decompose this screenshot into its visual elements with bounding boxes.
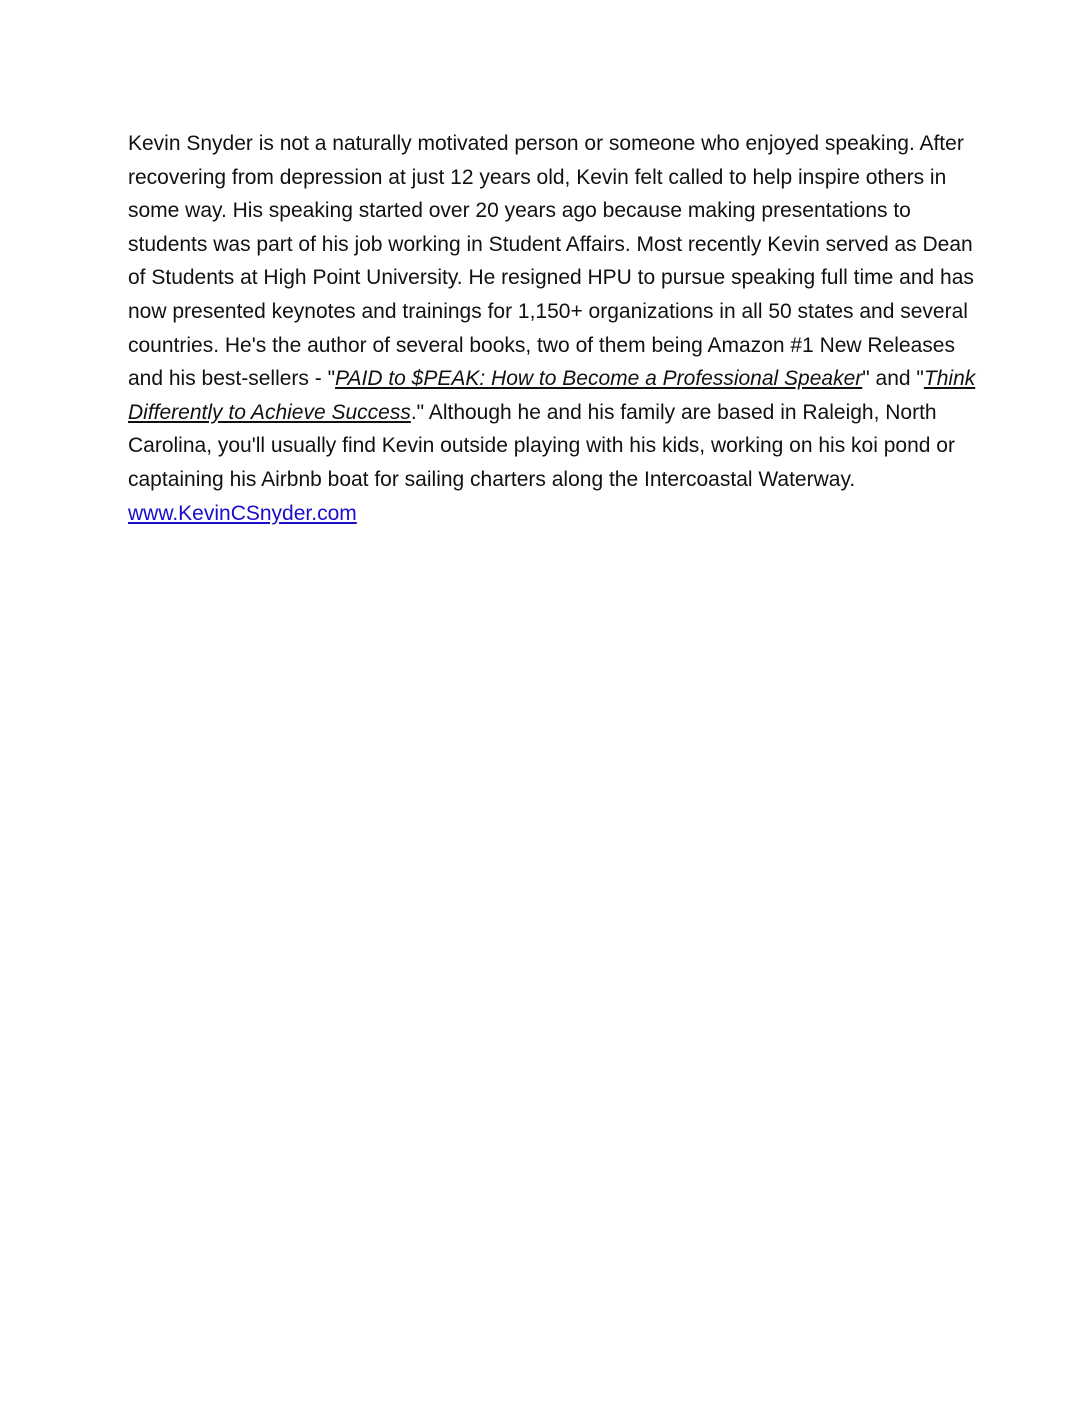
book-link-paid-to-speak[interactable]: PAID to $PEAK: How to Become a Professional Speaker: [335, 367, 863, 391]
bio-text-part-3: ." Although he and his family are based in Raleigh, North Carolina, you'll usually find Kevin outside playing with his kids, working on his koi pond or captaining his Airbnb boat for sailing charters along the Intercoastal Waterway.: [128, 400, 955, 491]
website-link[interactable]: www.KevinCSnyder.com: [128, 501, 357, 525]
bio-paragraph: [128, 127, 988, 530]
book-link-think-differently[interactable]: Think Differently to Achieve Success: [128, 367, 976, 424]
bio-text-part-2: " and ": [862, 367, 924, 391]
bio-text-part-1: Kevin Snyder is not a naturally motivated person or someone who enjoyed speaking. After recovering from depression at just 12 years old, Kevin felt called to help inspire others in some way. His speaking started over 20 years ago because making presentations to students was part of his job working in Student Affairs. Most recently Kevin served as Dean of Students at High Point University. He resigned HPU to pursue speaking full time and has now presented keynotes and trainings for 1,150+ organizations in all 50 states and several countries. He's the author of several books, two of them being Amazon #1 New Releases and his best-sellers - ": [128, 132, 974, 391]
